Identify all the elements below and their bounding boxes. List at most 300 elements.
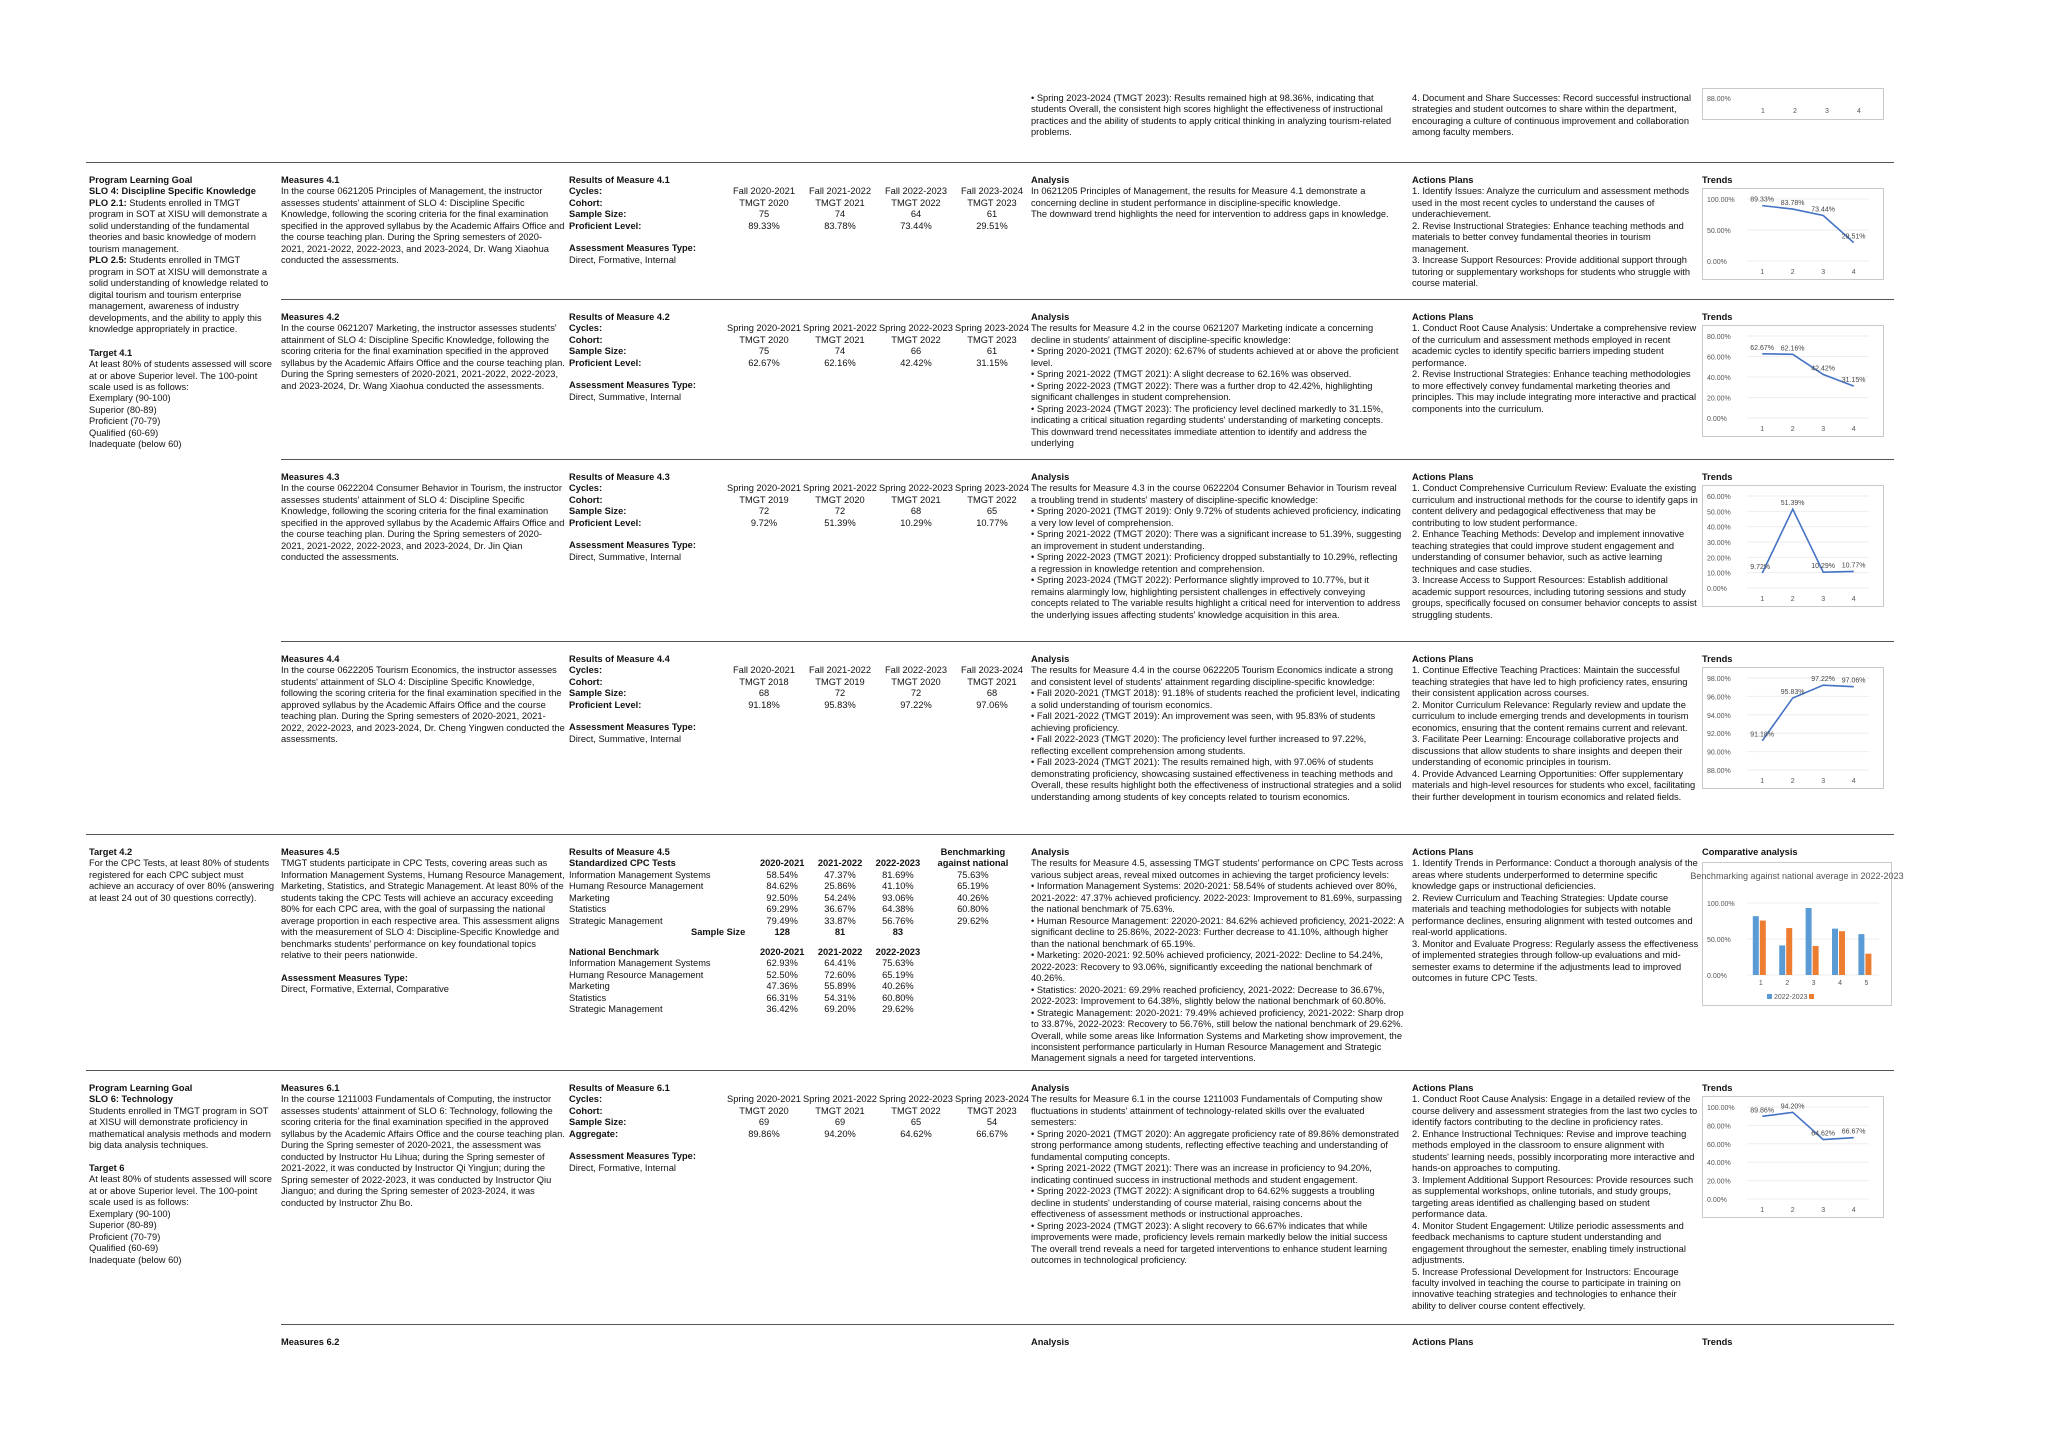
cycle-label: Spring 2021-2022 bbox=[803, 483, 877, 493]
sample-size: 81 bbox=[834, 927, 846, 938]
m41-desc: In the course 0621205 Principles of Management, the instructor assesses students' attainment of SLO 4: Discipline Specific Knowledge, following the scoring criteria for the final examination specified in the approved syllabus by the Academic Affairs Office and the course teaching plan. During the Spring semesters of 2020-2021, 2021-2022, 2022-2023, and 2023-2024, Dr. Wang Xiaohua conducted the assessments. bbox=[281, 186, 565, 266]
m45-type: Direct, Formative, External, Comparative bbox=[281, 984, 449, 995]
m41-results-title: Results of Measure 4.1 bbox=[569, 175, 670, 185]
cohort-value: TMGT 2021 bbox=[815, 1105, 865, 1116]
cohort-label: Cohort: bbox=[569, 676, 603, 687]
m42-results bbox=[569, 312, 719, 403]
cohort-value: TMGT 2021 bbox=[815, 197, 865, 208]
x-tick-label: 4 bbox=[1851, 1207, 1856, 1214]
top-action: 4. Document and Share Successes: Record successful instructional strategies and student outcomes to share within the department, encouraging a culture of continuous improvement and collaboration among faculty members. bbox=[1412, 93, 1692, 138]
data-label: 95.83% bbox=[1780, 688, 1805, 696]
m42-actions-text: 1. Conduct Root Cause Analysis: Undertake a comprehensive review of the curriculum and assessment methods employed in recent academic cycles to identify specific barriers impeding student performance. 2. Revise Instructional Strategies: Enhance teaching methodologies to more effectively convey fundamental marketing theories and principles. This may include integrating more interactive and practical components into the curriculum. bbox=[1412, 323, 1697, 414]
value-cell: 41.10% bbox=[882, 881, 914, 892]
m45-actions-text: 1. Identify Trends in Performance: Conduct a thorough analysis of the areas where students underperformed to determine specific knowledge gaps or instructional deficiencies. 2. Review Curriculum and Teaching Strategies: Update course materials and teaching methodologies for subjects with notable performance declines, ensuring alignment with tested outcomes and real-world applications. 3. Monitor and Evaluate Progress: Regularly assess the effectiveness of implemented strategies through follow-up evaluations and mid-semester exams to determine if the adjustments lead to improved outcomes in future CPC Tests. bbox=[1412, 858, 1699, 984]
m43-type: Direct, Summative, Internal bbox=[569, 551, 682, 562]
value-cell: 92.50% bbox=[766, 892, 798, 903]
divider bbox=[86, 162, 1894, 163]
actions-heading: Actions Plans bbox=[1412, 175, 1474, 185]
proficiency-value: 31.15% bbox=[976, 357, 1008, 368]
y-tick-label: 0.00% bbox=[1707, 973, 1727, 980]
y-tick-label: 60.00% bbox=[1707, 354, 1731, 362]
legend-swatch bbox=[1809, 994, 1814, 999]
m43-actions-text: 1. Conduct Comprehensive Curriculum Review: Evaluate the existing curriculum and instructional methods for the course to identify gaps in content delivery and pedagogical effectiveness that may be contributing to low student performance. 2. Enhance Teaching Methods: Develop and implement innovative teaching strategies that could improve student engagement and understanding of consumer behavior, such as active learning techniques and case studies. 3. Increase Access to Support Resources: Establish additional academic support resources, including tutoring sessions and study groups, specifically focused on consumer behavior concepts to assist struggling students. bbox=[1412, 483, 1698, 620]
x-tick-label: 3 bbox=[1821, 1207, 1826, 1214]
m61-analysis bbox=[1031, 1083, 1403, 1267]
value-cell: 66.31% bbox=[766, 992, 798, 1003]
m45-desc: TMGT students participate in CPC Tests, covering areas such as Information Management Systems, Humang Resource Management, Marketing, Statistics, and Strategic Management. At least 80% of the students taking the CPC Tests will achieve an accuracy exceeding 80% for each CPC area, with the goal of surpassing the national average proportion in each respective area. This assessment aligns with the measurement of SLO 4: Discipline-Specific Knowledge and benchmarks students' performance on key foundational topics relative to their peers nationwide. bbox=[281, 858, 565, 961]
x-tick-label: 3 bbox=[1821, 596, 1826, 603]
y-tick-label: 98.00% bbox=[1707, 676, 1731, 683]
m42-analysis-text: The results for Measure 4.2 in the course 0621207 Marketing indicate a concerning decline in students' attainment of discipline-specific knowledge: • Spring 2020-2021 (TMGT 2020): 62.67% of students achieved at or above the proficient level. • Spring 2021-2022 (TMGT 2021): A slight decrease to 62.16% was observed. • Spring 2022-2023 (TMGT 2022): There was a further drop to 42.42%, highlighting significant challenges in student comprehension. • Spring 2023-2024 (TMGT 2023): The proficiency level declined markedly to 31.15%, indicating a critical situation regarding students' understanding of marketing concepts. This downward trend necessitates immediate attention to identify and address the underlying bbox=[1031, 323, 1399, 449]
sample-value: 61 bbox=[986, 209, 998, 219]
sample-label: Sample Size: bbox=[569, 506, 627, 517]
value-cell: 40.26% bbox=[882, 981, 914, 992]
cohort-value: TMGT 2022 bbox=[891, 1105, 941, 1116]
data-label: 51.39% bbox=[1780, 500, 1805, 508]
proficient-label: Proficient Level: bbox=[569, 517, 642, 528]
sample-label: Sample Size: bbox=[569, 209, 627, 220]
scale-4: Inadequate (below 60) bbox=[89, 439, 182, 450]
value-cell: 75.63% bbox=[957, 869, 989, 880]
y-tick-label: 96.00% bbox=[1707, 694, 1731, 702]
m45-comparative-chart bbox=[1690, 862, 1904, 1006]
sample-value: 54 bbox=[986, 1117, 998, 1127]
proficiency-value: 66.67% bbox=[976, 1128, 1008, 1139]
cohort-value: TMGT 2022 bbox=[891, 197, 941, 208]
value-cell: 47.36% bbox=[766, 981, 798, 992]
m41-type: Direct, Formative, Internal bbox=[569, 254, 676, 265]
x-tick-label: 1 bbox=[1760, 778, 1765, 785]
proficient-label: Proficient Level: bbox=[569, 699, 642, 710]
scale-1: Superior (80-89) bbox=[89, 1220, 157, 1231]
cycle-column bbox=[946, 323, 1038, 369]
m45-analysis bbox=[1031, 847, 1407, 1065]
x-tick-label: 2 bbox=[1785, 980, 1790, 987]
table-row bbox=[569, 916, 1019, 927]
m43-analysis-text: The results for Measure 4.3 in the course 0622204 Consumer Behavior in Tourism reveal a troubling trend in students' mastery of discipline-specific knowledge: • Spring 2020-2021 (TMGT 2019): Only 9.72% of students achieved proficiency, indicating a very low level of comprehension. • Spring 2021-2022 (TMGT 2020): There was a significant increase to 51.39%, suggesting an improvement in student understanding. • Spring 2022-2023 (TMGT 2021): Proficiency dropped substantially to 10.29%, reflecting a regression in knowledge retention and comprehension. • Spring 2023-2024 (TMGT 2022): Performance slightly improved to 10.77%, but it remains alarmingly low, highlighting persistent challenges in effectively conveying concepts related to The variable results highlight a critical need for intervention to address the underlying issues affecting students' knowledge acquisition in this area. bbox=[1031, 483, 1402, 620]
data-label: 97.06% bbox=[1841, 677, 1866, 685]
sample-value: 68 bbox=[910, 506, 922, 516]
y-tick-label: 80.00% bbox=[1707, 1123, 1731, 1131]
scale-0: Exemplary (90-100) bbox=[89, 393, 171, 404]
y-tick-label: 60.00% bbox=[1707, 494, 1731, 501]
x-tick-label: 4 bbox=[1857, 108, 1861, 115]
actions-heading: Actions Plans bbox=[1412, 312, 1474, 322]
scale-3: Qualified (60-69) bbox=[89, 427, 159, 438]
m62-title: Measures 6.2 bbox=[281, 1337, 340, 1347]
proficiency-value: 29.51% bbox=[976, 220, 1008, 231]
proficiency-value: 89.86% bbox=[748, 1128, 780, 1139]
trend-line bbox=[1762, 685, 1854, 741]
legend-label: 2022-2023 bbox=[1774, 994, 1808, 1001]
y-tick-label: 50.00% bbox=[1707, 509, 1731, 517]
scale-4: Inadequate (below 60) bbox=[89, 1254, 182, 1265]
m43-results bbox=[569, 472, 719, 563]
m41-actions bbox=[1412, 175, 1700, 290]
data-label: 10.29% bbox=[1811, 563, 1835, 571]
value-cell: 69.20% bbox=[824, 1004, 856, 1015]
cycles-label: Cycles: bbox=[569, 323, 603, 334]
m45-title: Measures 4.5 bbox=[281, 847, 340, 857]
value-cell: 84.62% bbox=[766, 881, 798, 892]
m44-type: Direct, Summative, Internal bbox=[569, 733, 682, 744]
cohort-value: TMGT 2021 bbox=[815, 334, 865, 345]
y-tick-label: 0.00% bbox=[1707, 1197, 1727, 1204]
plo25: PLO 2.5: Students enrolled in TMGT program in SOT at XISU will demonstrate a solid understanding of knowledge related to digital tourism and tourism enterprise management, awareness of industry developments, and the ability to apply this knowledge appropriately in practice. bbox=[89, 255, 269, 335]
y-tick-label: 0.00% bbox=[1707, 416, 1727, 423]
cohort-value: TMGT 2022 bbox=[891, 334, 941, 345]
proficiency-value: 91.18% bbox=[748, 699, 780, 710]
cohort-value: TMGT 2022 bbox=[967, 494, 1017, 505]
y-tick-label: 88.00% bbox=[1707, 768, 1731, 775]
x-tick-label: 1 bbox=[1760, 596, 1765, 603]
cohort-value: TMGT 2021 bbox=[891, 494, 941, 505]
cohort-label: Cohort: bbox=[569, 1105, 603, 1116]
std-heading: Standardized CPC Tests bbox=[569, 858, 676, 869]
x-tick-label: 3 bbox=[1825, 108, 1829, 115]
x-tick-label: 2 bbox=[1790, 596, 1795, 603]
x-tick-label: 2 bbox=[1790, 778, 1795, 785]
value-cell: 52.50% bbox=[766, 969, 798, 980]
m43-actions bbox=[1412, 472, 1700, 621]
cycle-label: Fall 2021-2022 bbox=[808, 186, 872, 196]
bar bbox=[1779, 945, 1785, 975]
sample-value: 74 bbox=[834, 209, 846, 219]
cycles-label: Cycles: bbox=[569, 1094, 603, 1105]
y-tick-label: 92.00% bbox=[1707, 731, 1731, 739]
bar bbox=[1813, 946, 1819, 975]
subject-cell: Statistics bbox=[569, 992, 607, 1003]
subject-cell: Marketing bbox=[569, 892, 610, 903]
data-label: 73.44% bbox=[1811, 206, 1835, 214]
y-tick-label: 100.00% bbox=[1707, 901, 1735, 908]
proficiency-value: 42.42% bbox=[900, 357, 932, 368]
value-cell: 54.31% bbox=[824, 992, 856, 1003]
m43-analysis bbox=[1031, 472, 1403, 621]
m61-analysis-text: The results for Measure 6.1 in the course 1211003 Fundamentals of Computing show fluctuations in students' attainment of technology-related skills over the evaluated semesters: • Spring 2020-2021 (TMGT 2020): An aggregate proficiency rate of 89.86% demonstrated strong performance among students, reflecting effective teaching and understanding of fundamental computing concepts. • Spring 2021-2022 (TMGT 2021): There was an increase in proficiency to 94.20%, indicating continued success in instructional methods and student engagement. • Spring 2022-2023 (TMGT 2022): A significant drop to 64.62% suggests a troubling decline in students' understanding of course material, raising concerns about the effectiveness of assessment methods or instructional approaches. • Spring 2023-2024 (TMGT 2023): A slight recovery to 66.67% indicates that while improvements were made, proficiency levels remain markedly below the initial success The overall trend reveals a need for targeted interventions to enhance student learning outcomes in technological proficiency. bbox=[1031, 1094, 1399, 1266]
goal-heading: Program Learning Goal bbox=[89, 175, 193, 185]
cohort-value: TMGT 2020 bbox=[815, 494, 865, 505]
y-tick-label: 20.00% bbox=[1707, 395, 1731, 403]
m43-cycles bbox=[718, 483, 1029, 533]
m43-desc: In the course 0622204 Consumer Behavior in Tourism, the instructor assesses students' attainment of SLO 4: Discipline Specific Knowledge, following the scoring criteria for the final examination specified in the approved syllabus by the Academic Affairs Office and the course teaching plan. During the Spring semesters of 2020-2021, 2021-2022, 2022-2023, and 2023-2024, Dr. Jin Qian conducted the assessments. bbox=[281, 483, 565, 563]
sample-value: 66 bbox=[910, 346, 922, 356]
x-tick-label: 4 bbox=[1851, 778, 1856, 785]
proficiency-value: 95.83% bbox=[824, 699, 856, 710]
m42-desc: In the course 0621207 Marketing, the instructor assesses students' attainment of SLO 4: Discipline Specific Knowledge, following the scoring criteria for the final examination specified in the approved syllabus by the Academic Affairs Office and the course teaching plan. During the Spring semesters of 2020-2021, 2021-2022, 2022-2023, and 2023-2024, Dr. Wang Xiaohua conducted the assessments. bbox=[281, 323, 565, 391]
cycle-label: Fall 2021-2022 bbox=[808, 665, 872, 675]
value-cell: 60.80% bbox=[882, 992, 914, 1003]
m45-analysis-text: The results for Measure 4.5, assessing TMGT students' performance on CPC Tests across various subject areas, reveal mixed outcomes in achieving the target proficiency levels: • Information Management Systems: 2020-2021: 58.54% of students achieved over 80%, 2021-2022: 47.37% achieved proficiency. 2022-2023: Improvement to 81.69%, surpassing the national benchmark of 75.63%. • Human Resource Management: 22020-2021: 84.62% achieved proficiency, 2021-2022: A significant decline to 25.86%, 2022-2023: Further decrease to 41.10%, although higher than the national benchmark of 65.19%. • Marketing: 2020-2021: 92.50% achieved proficiency, 2021-2022: Decline to 54.24%, 2022-2023: Recovery to 93.06%, significantly exceeding the national benchmark of 40.26%. • Statistics: 2020-2021: 69.29% reached proficiency, 2021-2022: Decrease to 36.67%, 2022-2023: Improvement to 64.38%, slightly below the national benchmark of 60.80%. • Strategic Management: 2020-2021: 79.49% achieved proficiency, 2021-2022: Sharp drop to 33.87%, 2022-2023: Recovery to 56.76%, still below the national benchmark of 29.62%. Overall, while some areas like Information Systems and Marketing show improvement, the inconsistent performance particularly in Human Resource Management and Strategic Management signals a need for targeted interventions. bbox=[1031, 858, 1404, 1064]
m61-title: Measures 6.1 bbox=[281, 1083, 340, 1093]
cycle-label: Spring 2021-2022 bbox=[803, 1094, 877, 1104]
cohort-label: Cohort: bbox=[569, 494, 603, 505]
cycle-column bbox=[946, 483, 1038, 529]
cohort-value: TMGT 2023 bbox=[967, 197, 1017, 208]
analysis-heading: Analysis bbox=[1031, 175, 1070, 185]
actions-heading: Actions Plans bbox=[1412, 654, 1474, 664]
cohort-value: TMGT 2020 bbox=[739, 1105, 789, 1116]
legend-swatch bbox=[1767, 994, 1772, 999]
m45-actions bbox=[1412, 847, 1700, 985]
data-label: 94.20% bbox=[1780, 1103, 1805, 1111]
trends-heading: Trends bbox=[1702, 175, 1733, 185]
value-cell: 79.49% bbox=[766, 915, 798, 926]
cohort-value: TMGT 2023 bbox=[967, 1105, 1017, 1116]
x-tick-label: 3 bbox=[1811, 980, 1816, 987]
subject-cell: Strategic Management bbox=[569, 915, 663, 926]
data-label: 10.77% bbox=[1841, 562, 1866, 570]
cycle-label: Fall 2023-2024 bbox=[960, 186, 1024, 196]
sample-value: 75 bbox=[758, 209, 770, 219]
value-cell: 55.89% bbox=[824, 981, 856, 992]
type-label: Assessment Measures Type: bbox=[569, 380, 696, 391]
scale-3: Qualified (60-69) bbox=[89, 1243, 159, 1254]
cycles-label: Cycles: bbox=[569, 483, 603, 494]
sample-value: 65 bbox=[910, 1117, 922, 1127]
m42-cycles bbox=[718, 323, 1029, 373]
value-cell: 75.63% bbox=[882, 958, 914, 969]
data-label: 89.86% bbox=[1750, 1107, 1774, 1115]
bench-heading: against national bbox=[937, 858, 1009, 869]
cycle-label: Spring 2023-2024 bbox=[955, 483, 1029, 493]
target41-text: At least 80% of students assessed will score at or above Superior level. The 100-point scale used is as follows: bbox=[89, 359, 272, 392]
cycle-label: Spring 2020-2021 bbox=[727, 323, 801, 333]
divider bbox=[86, 1070, 1894, 1071]
x-tick-label: 4 bbox=[1851, 269, 1856, 276]
cohort-value: TMGT 2020 bbox=[891, 676, 941, 687]
table-row bbox=[569, 981, 1019, 992]
cycle-label: Spring 2022-2023 bbox=[879, 483, 953, 493]
cohort-value: TMGT 2023 bbox=[967, 334, 1017, 345]
m62-analysis-heading: Analysis bbox=[1031, 1337, 1070, 1347]
target6-heading: Target 6 bbox=[89, 1162, 125, 1173]
proficiency-value: 10.77% bbox=[976, 517, 1008, 528]
proficiency-value: 10.29% bbox=[900, 517, 932, 528]
data-label: 42.42% bbox=[1811, 365, 1835, 373]
cycle-label: Spring 2023-2024 bbox=[955, 323, 1029, 333]
m42-type: Direct, Summative, Internal bbox=[569, 391, 682, 402]
data-label: 29.51% bbox=[1841, 233, 1866, 241]
data-label: 9.72% bbox=[1750, 564, 1771, 572]
cycle-label: Spring 2022-2023 bbox=[879, 1094, 953, 1104]
x-tick-label: 3 bbox=[1821, 778, 1826, 785]
data-label: 62.16% bbox=[1780, 345, 1805, 353]
target6-text: At least 80% of students assessed will score at or above Superior level. The 100-point scale used is as follows: bbox=[89, 1174, 272, 1208]
cycle-label: Fall 2023-2024 bbox=[960, 665, 1024, 675]
m61-trend-chart bbox=[1702, 1096, 1884, 1218]
type-label: Assessment Measures Type: bbox=[569, 1151, 696, 1162]
trend-line bbox=[1762, 1112, 1854, 1139]
actions-heading: Actions Plans bbox=[1412, 1083, 1474, 1093]
value-cell: 40.26% bbox=[957, 892, 989, 903]
proficiency-value: 9.72% bbox=[750, 517, 778, 528]
year-header: 2020-2021 bbox=[759, 946, 805, 957]
m44-analysis-text: The results for Measure 4.4 in the course 0622205 Tourism Economics indicate a strong and consistent level of students' attainment regarding discipline-specific knowledge: • Fall 2020-2021 (TMGT 2018): 91.18% of students reached the proficient level, indicating a solid understanding of tourism economics. • Fall 2021-2022 (TMGT 2019): An improvement was seen, with 95.83% of students achieving proficiency. • Fall 2022-2023 (TMGT 2020): The proficiency level further increased to 97.22%, reflecting excellent comprehension among students. • Fall 2023-2024 (TMGT 2021): The results remained high, with 97.06% of students demonstrating proficiency, showcasing sustained effectiveness in teaching methods and Overall, these results highlight both the effectiveness of instructional strategies and a solid understanding among students of key concepts related to tourism economics. bbox=[1031, 665, 1402, 802]
table-row bbox=[569, 958, 1019, 969]
m62-actions-heading: Actions Plans bbox=[1412, 1337, 1474, 1347]
cohort-value: TMGT 2020 bbox=[739, 334, 789, 345]
y-tick-label: 60.00% bbox=[1707, 1141, 1731, 1149]
bench-heading: Benchmarking bbox=[940, 847, 1006, 857]
value-cell: 36.42% bbox=[766, 1004, 798, 1015]
m45-results-title: Results of Measure 4.5 bbox=[569, 847, 670, 857]
cycle-label: Fall 2022-2023 bbox=[884, 186, 948, 196]
slo4-title: SLO 4: Discipline Specific Knowledge bbox=[89, 186, 256, 197]
cycles-label: Cycles: bbox=[569, 186, 603, 197]
sample-value: 75 bbox=[758, 346, 770, 356]
sample-value: 68 bbox=[758, 688, 770, 698]
m61-actions bbox=[1412, 1083, 1700, 1312]
m61-results-title: Results of Measure 6.1 bbox=[569, 1083, 670, 1093]
trend-line bbox=[1762, 354, 1854, 386]
cycle-column bbox=[946, 665, 1038, 711]
sample-value: 72 bbox=[834, 506, 846, 516]
value-cell: 60.80% bbox=[957, 904, 989, 915]
value-cell: 33.87% bbox=[824, 915, 856, 926]
m44-measure bbox=[281, 654, 565, 746]
proficiency-value: 51.39% bbox=[824, 517, 856, 528]
x-tick-label: 1 bbox=[1760, 269, 1765, 276]
y-tick-label: 40.00% bbox=[1707, 1160, 1731, 1168]
m62-trends-heading: Trends bbox=[1702, 1337, 1733, 1347]
m44-actions bbox=[1412, 654, 1700, 803]
table-row bbox=[569, 881, 1019, 892]
value-cell: 58.54% bbox=[766, 869, 798, 880]
scale-2: Proficient (70-79) bbox=[89, 1231, 161, 1242]
cycle-label: Spring 2022-2023 bbox=[879, 323, 953, 333]
bar bbox=[1806, 908, 1812, 975]
sample-value: 68 bbox=[986, 688, 998, 698]
type-label: Assessment Measures Type: bbox=[569, 243, 696, 254]
sample-label: Sample Size: bbox=[569, 688, 627, 699]
analysis-heading: Analysis bbox=[1031, 654, 1070, 664]
data-label: 83.78% bbox=[1780, 200, 1805, 208]
bar bbox=[1786, 928, 1792, 975]
value-cell: 25.86% bbox=[824, 881, 856, 892]
value-cell: 65.19% bbox=[957, 881, 989, 892]
m41-actions-text: 1. Identify Issues: Analyze the curriculum and assessment methods used in the most recent cycles to understand the causes of underachievement. 2. Revise Instructional Strategies: Enhance teaching methods and materials to better convey fundamental theories in tourism management. 3. Increase Support Resources: Provide additional support through tutoring or supplementary workshops for students who struggle with course material. bbox=[1412, 186, 1691, 289]
year-header: 2021-2022 bbox=[817, 858, 863, 869]
x-tick-label: 4 bbox=[1838, 980, 1842, 987]
x-tick-label: 4 bbox=[1851, 426, 1856, 433]
y-tick-label: 50.00% bbox=[1707, 937, 1731, 944]
y-tick-label: 100.00% bbox=[1707, 197, 1735, 204]
top-trend-chart bbox=[1702, 88, 1884, 120]
value-cell: 47.37% bbox=[824, 869, 856, 880]
nat-heading: National Benchmark bbox=[569, 946, 659, 957]
y-tick-label: 50.00% bbox=[1707, 228, 1731, 235]
analysis-heading: Analysis bbox=[1031, 1083, 1070, 1093]
data-label: 66.67% bbox=[1841, 1128, 1866, 1136]
m41-results bbox=[569, 175, 719, 266]
actions-heading: Actions Plans bbox=[1412, 472, 1474, 482]
year-header: 2022-2023 bbox=[875, 946, 921, 957]
sample-value: 69 bbox=[758, 1117, 770, 1127]
bar bbox=[1832, 929, 1838, 975]
value-cell: 56.76% bbox=[882, 915, 914, 926]
subject-cell: Information Management Systems bbox=[569, 869, 711, 880]
sample-value: 72 bbox=[834, 688, 846, 698]
cycle-label: Fall 2022-2023 bbox=[884, 665, 948, 675]
m42-measure bbox=[281, 312, 565, 392]
divider bbox=[281, 641, 1894, 642]
m44-results-title: Results of Measure 4.4 bbox=[569, 654, 670, 664]
x-tick-label: 4 bbox=[1851, 596, 1856, 603]
m42-results-title: Results of Measure 4.2 bbox=[569, 312, 670, 322]
proficiency-value: 64.62% bbox=[900, 1128, 932, 1139]
trends-heading: Trends bbox=[1702, 1083, 1733, 1093]
proficient-label: Proficient Level: bbox=[569, 220, 642, 231]
y-tick-label: 100.00% bbox=[1707, 1105, 1735, 1112]
m41-measure bbox=[281, 175, 565, 267]
target42 bbox=[89, 847, 277, 904]
proficiency-value: 89.33% bbox=[748, 220, 780, 231]
m45-measure bbox=[281, 847, 565, 996]
m61-cycles bbox=[718, 1094, 1029, 1144]
table-row bbox=[569, 1004, 1019, 1015]
target41-heading: Target 4.1 bbox=[89, 347, 133, 358]
y-tick-label: 94.00% bbox=[1707, 712, 1731, 720]
x-tick-label: 1 bbox=[1758, 980, 1763, 987]
sample-value: 72 bbox=[910, 688, 922, 698]
m44-desc: In the course 0622205 Tourism Economics, the instructor assesses students' attainment of SLO 4: Discipline Specific Knowledge, following the scoring criteria for the final examination specified in the approved syllabus by the Academic Affairs Office and the course teaching plan. During the Spring semesters of 2020-2021, 2021-2022, 2022-2023, and 2023-2024, Dr. Cheng Yingwen conducted the assessments. bbox=[281, 665, 565, 745]
cycle-column bbox=[946, 1094, 1038, 1140]
cohort-label: Cohort: bbox=[569, 334, 603, 345]
sample-value: 65 bbox=[986, 506, 998, 516]
m45-table bbox=[569, 847, 1019, 1016]
value-cell: 36.67% bbox=[824, 904, 856, 915]
actions-heading: Actions Plans bbox=[1412, 847, 1474, 857]
table-row bbox=[569, 904, 1019, 915]
cycle-label: Spring 2023-2024 bbox=[955, 1094, 1029, 1104]
trend-line bbox=[1762, 206, 1854, 243]
slo6-goal-column bbox=[89, 1083, 277, 1266]
plo21: PLO 2.1: Students enrolled in TMGT program in SOT at XISU will demonstrate a solid understanding of the fundamental theories and basic knowledge of modern tourism management. bbox=[89, 197, 268, 254]
trend-line bbox=[1762, 509, 1854, 573]
trends-heading: Trends bbox=[1702, 312, 1733, 322]
sample-size-label: Sample Size bbox=[691, 927, 746, 938]
divider bbox=[281, 459, 1894, 460]
data-label: 91.18% bbox=[1750, 731, 1774, 739]
proficiency-value: 83.78% bbox=[824, 220, 856, 231]
cycle-label: Spring 2020-2021 bbox=[727, 483, 801, 493]
target42-heading: Target 4.2 bbox=[89, 847, 133, 857]
value-cell: 69.29% bbox=[766, 904, 798, 915]
value-cell: 64.41% bbox=[824, 958, 856, 969]
value-cell: 81.69% bbox=[882, 869, 914, 880]
cohort-value: TMGT 2019 bbox=[815, 676, 865, 687]
proficiency-value: 97.22% bbox=[900, 699, 932, 710]
cohort-value: TMGT 2020 bbox=[739, 197, 789, 208]
y-tick-label: 30.00% bbox=[1707, 540, 1731, 547]
divider bbox=[281, 299, 1894, 300]
m61-results bbox=[569, 1083, 719, 1174]
target42-text: For the CPC Tests, at least 80% of students registered for each CPC subject must achieve an accuracy of over 80% (answering at least 24 out of 30 questions correctly). bbox=[89, 858, 275, 903]
proficiency-value: 97.06% bbox=[976, 699, 1008, 710]
m61-measure bbox=[281, 1083, 565, 1209]
table-row bbox=[569, 870, 1019, 881]
cycle-label: Spring 2020-2021 bbox=[727, 1094, 801, 1104]
cycle-column bbox=[946, 186, 1038, 232]
y-tick-label: 40.00% bbox=[1707, 375, 1731, 382]
cycle-label: Fall 2020-2021 bbox=[732, 665, 796, 675]
value-cell: 29.62% bbox=[882, 1004, 914, 1015]
analysis-heading: Analysis bbox=[1031, 472, 1070, 482]
subject-cell: Marketing bbox=[569, 981, 610, 992]
y-tick-label: 0.00% bbox=[1707, 586, 1727, 593]
value-cell: 65.19% bbox=[882, 969, 914, 980]
